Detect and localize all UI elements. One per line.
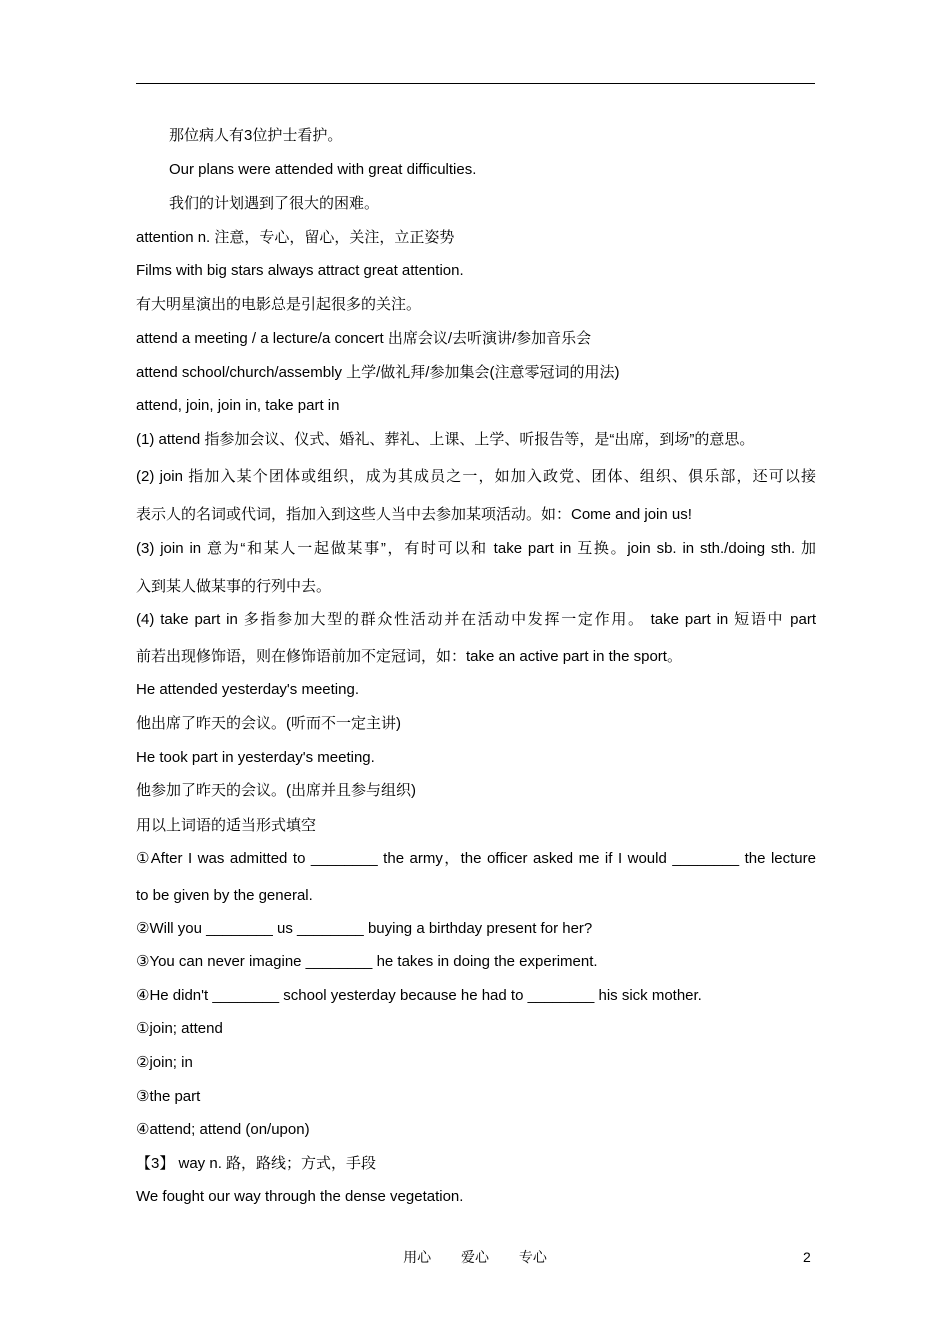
text-line: Films with big stars always attract great attention. [136, 262, 464, 279]
header-rule [136, 83, 815, 84]
exercise-item: ①After I was admitted to ________ the army，the officer asked me if I would ________ the lecture [136, 850, 816, 867]
text-line: He took part in yesterday's meeting. [136, 749, 375, 766]
text-line: (1) attend 指参加会议、仪式、婚礼、葬礼、上课、上学、听报告等，是“出席，到场”的意思。 [136, 431, 755, 448]
exercise-item: ③You can never imagine ________ he takes in doing the experiment. [136, 953, 598, 970]
text-line: We fought our way through the dense vegetation. [136, 1188, 464, 1205]
text-line: 他参加了昨天的会议。(出席并且参与组织) [136, 782, 416, 799]
footer-text: 爱心 [461, 1249, 489, 1265]
text-line: attend school/church/assembly 上学/做礼拜/参加集会(注意零冠词的用法) [136, 364, 620, 381]
page-number: 2 [803, 1249, 811, 1265]
text-line: attention n. 注意，专心，留心，关注，立正姿势 [136, 229, 455, 246]
text-line: He attended yesterday's meeting. [136, 681, 359, 698]
text-line: (4) take part in 多指参加大型的群众性活动并在活动中发挥一定作用。 take part in 短语中 part [136, 611, 816, 628]
text-line: attend a meeting / a lecture/a concert 出席会议/去听演讲/参加音乐会 [136, 330, 592, 347]
exercise-item: ②Will you ________ us ________ buying a birthday present for her? [136, 920, 593, 937]
answer-item: ④attend; attend (on/upon) [136, 1121, 310, 1138]
text-line: to be given by the general. [136, 887, 313, 904]
text-line: 他出席了昨天的会议。(听而不一定主讲) [136, 715, 401, 732]
footer-text: 专心 [518, 1249, 547, 1265]
section-heading: 【3】 way n. 路，路线；方式，手段 [136, 1155, 377, 1172]
answer-item: ③the part [136, 1088, 201, 1105]
text-line: (2) join 指加入某个团体或组织，成为其成员之一，如加入政党、团体、组织、俱乐部，还可以接 [136, 468, 816, 485]
text-line: 我们的计划遇到了很大的困难。 [169, 195, 380, 212]
text-line: 入到某人做某事的行列中去。 [136, 578, 332, 595]
answer-item: ①join; attend [136, 1020, 223, 1037]
text-line: 有大明星演出的电影总是引起很多的关注。 [136, 296, 422, 313]
text-line: 表示人的名词或代词，指加入到这些人当中去参加某项活动。如：Come and join us! [136, 506, 692, 523]
text-line: 前若出现修饰语，则在修饰语前加不定冠词，如：take an active part in the sport。 [136, 648, 682, 665]
text-line: (3) join in 意为“和某人一起做某事”，有时可以和 take part in 互换。join sb. in sth./doing sth. 加 [136, 540, 816, 557]
text-line: 那位病人有3位护士看护。 [169, 127, 343, 144]
footer-text: 用心 [403, 1249, 432, 1265]
answer-item: ②join; in [136, 1054, 193, 1071]
exercise-item: ④He didn't ________ school yesterday because he had to ________ his sick mother. [136, 987, 702, 1004]
text-line: Our plans were attended with great difficulties. [169, 161, 477, 178]
text-line: attend, join, join in, take part in [136, 397, 340, 414]
text-line: 用以上词语的适当形式填空 [136, 817, 317, 834]
